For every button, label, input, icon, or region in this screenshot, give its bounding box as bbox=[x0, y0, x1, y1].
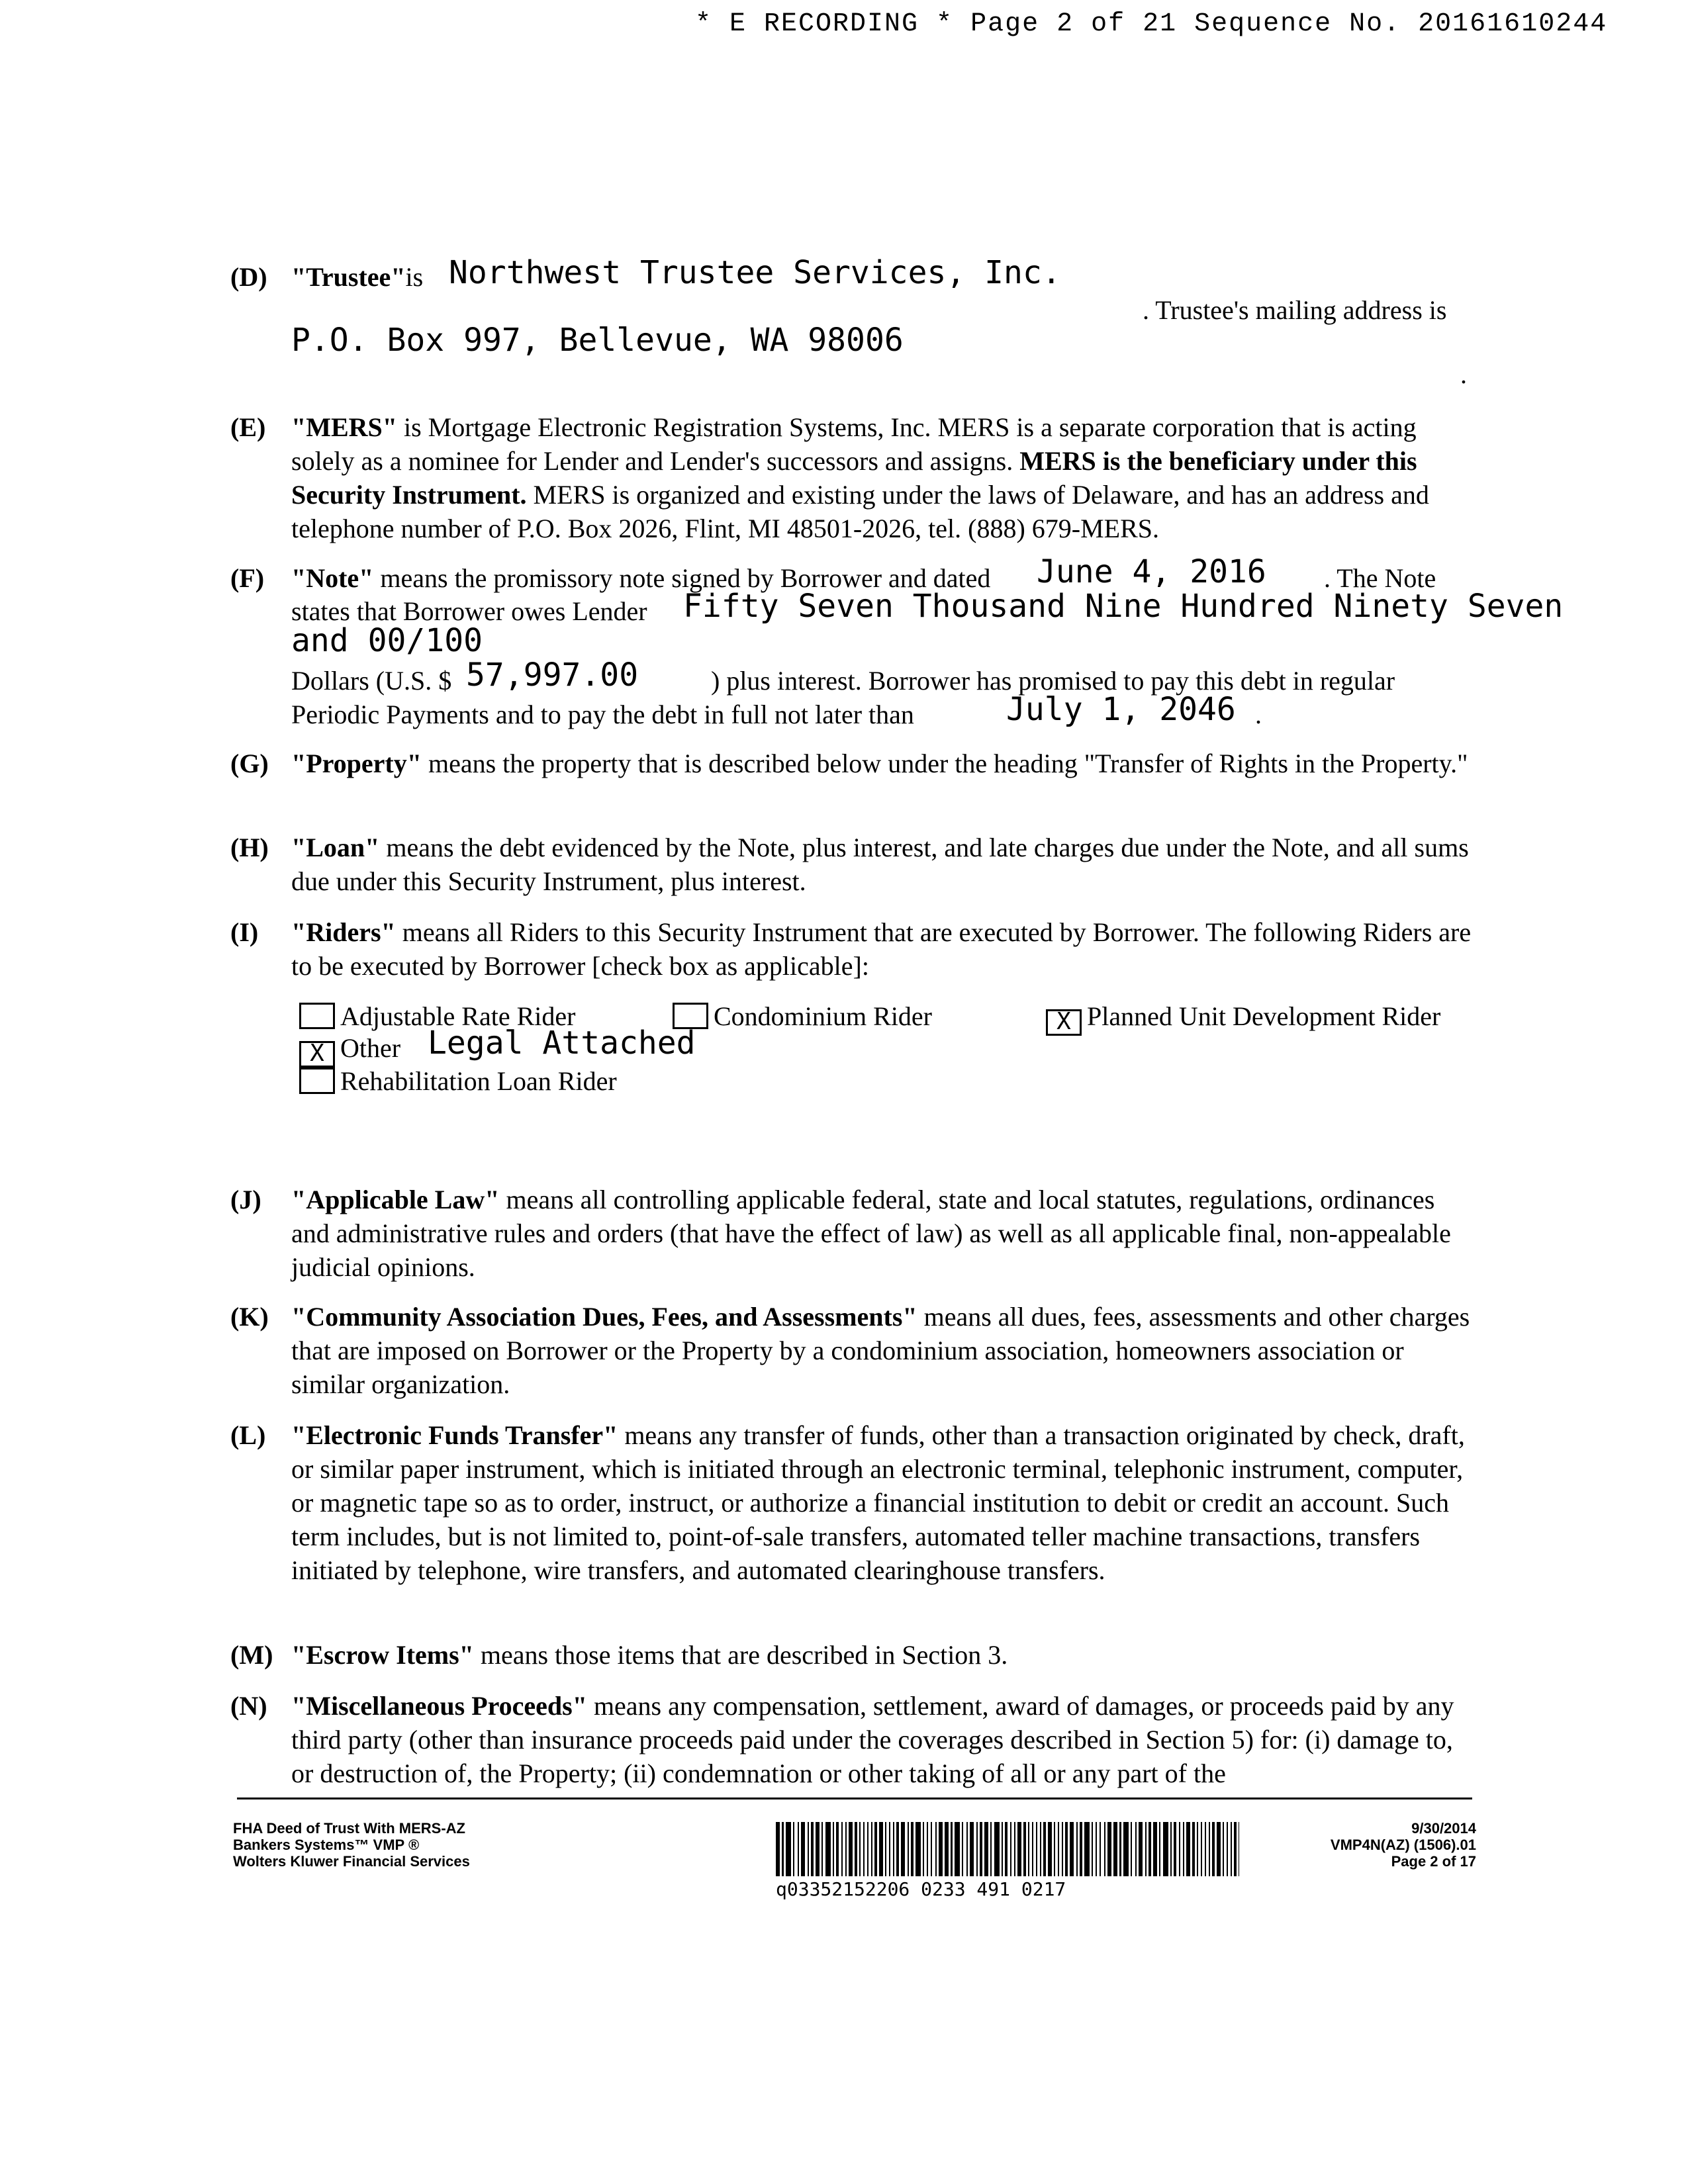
item-letter-j: (J) bbox=[230, 1185, 261, 1214]
rider-condominium-label: Condominium Rider bbox=[714, 1001, 932, 1031]
escrow-items-text: means those items that are described in Section 3. bbox=[473, 1640, 1008, 1670]
item-letter-l: (L) bbox=[230, 1420, 266, 1450]
item-letter-d: (D) bbox=[230, 262, 267, 292]
definition-loan bbox=[230, 831, 1475, 898]
community-association-term: "Community Association Dues, Fees, and Assessments" bbox=[291, 1302, 917, 1332]
footer-form-name: FHA Deed of Trust With MERS-AZ bbox=[233, 1820, 465, 1837]
definition-community-association bbox=[230, 1300, 1475, 1401]
eft-text: means any transfer of funds, other than a transaction originated by check, draft, or similar paper instrument, which is initiated through an electronic terminal, telephonic instrument, computer, or magnetic tape so as to order, instruct, or authorize a financial institution to debit or credit an account. Such term includes, but is not limited to, point-of-sale transfers, automated teller machine transactions, transfers initiated by telephone, wire transfers, and automated clearinghouse transfers. bbox=[291, 1420, 1465, 1585]
rider-adjustable-rate-label: Adjustable Rate Rider bbox=[340, 1001, 576, 1031]
barcode-icon bbox=[776, 1822, 1239, 1876]
definition-miscellaneous-proceeds bbox=[230, 1689, 1475, 1790]
footer-form-date: 9/30/2014 bbox=[1411, 1820, 1476, 1837]
item-letter-f: (F) bbox=[230, 563, 265, 593]
rider-other[interactable] bbox=[299, 1031, 400, 1068]
checkbox-rehabilitation-loan[interactable] bbox=[299, 1068, 335, 1094]
footer-right bbox=[1258, 1820, 1476, 1870]
misc-proceeds-term: "Miscellaneous Proceeds" bbox=[291, 1691, 587, 1721]
trustee-is: is bbox=[405, 262, 424, 292]
rider-planned-unit-development[interactable] bbox=[1046, 999, 1440, 1036]
note-text-6: Periodic Payments and to pay the debt in full not later than bbox=[291, 700, 914, 729]
item-letter-k: (K) bbox=[230, 1302, 269, 1332]
item-letter-g: (G) bbox=[230, 749, 269, 778]
note-text-5: ) plus interest. Borrower has promised to pay this debt in regular bbox=[711, 666, 1395, 696]
note-amount-numeric: 57,997.00 bbox=[466, 657, 639, 694]
trustee-mailing-label: . Trustee's mailing address is bbox=[1143, 295, 1447, 325]
note-text-2: . The Note bbox=[1324, 563, 1436, 593]
rider-rehabilitation-label: Rehabilitation Loan Rider bbox=[340, 1066, 617, 1096]
riders-term: "Riders" bbox=[291, 917, 396, 947]
checkbox-adjustable-rate[interactable] bbox=[299, 1003, 335, 1029]
note-end-period: . bbox=[1255, 700, 1262, 729]
note-maturity-date: July 1, 2046 bbox=[1006, 691, 1236, 728]
recording-header: * E RECORDING * Page 2 of 21 Sequence No. 20161610244 bbox=[695, 9, 1608, 39]
trustee-name: Northwest Trustee Services, Inc. bbox=[449, 254, 1061, 291]
mers-term: "MERS" bbox=[291, 412, 397, 442]
misc-proceeds-text: means any compensation, settlement, award of damages, or proceeds paid by any third party (other than insurance proceeds paid under the coverages described in Section 5) for: (i) damage to, or destruction of, the Property; (ii) condemnation or other taking of all or any part of the bbox=[291, 1691, 1454, 1788]
applicable-law-term: "Applicable Law" bbox=[291, 1185, 500, 1214]
note-amount-words-2: and 00/100 bbox=[291, 622, 483, 659]
property-term: "Property" bbox=[291, 749, 422, 778]
definition-escrow-items bbox=[230, 1638, 1475, 1672]
note-text-3: states that Borrower owes Lender bbox=[291, 596, 647, 626]
mers-bold-text: MERS is the beneficiary under this Security Instrument. bbox=[291, 446, 1417, 510]
definition-applicable-law bbox=[230, 1183, 1475, 1284]
note-amount-words-1: Fifty Seven Thousand Nine Hundred Ninety Seven bbox=[683, 588, 1564, 625]
escrow-items-term: "Escrow Items" bbox=[291, 1640, 474, 1670]
mers-text-2: MERS is organized and existing under the laws of Delaware, and has an address and telephone number of P.O. Box 2026, Flint, MI 48501-2026, tel. (888) 679-MERS. bbox=[291, 480, 1429, 543]
item-letter-h: (H) bbox=[230, 833, 269, 862]
community-association-text: means all dues, fees, assessments and other charges that are imposed on Borrower or the Property by a condominium association, homeowners association or similar organization. bbox=[291, 1302, 1470, 1399]
footer-page-number: Page 2 of 17 bbox=[1391, 1853, 1476, 1870]
note-date: June 4, 2016 bbox=[1037, 553, 1266, 590]
item-letter-e: (E) bbox=[230, 412, 266, 442]
loan-term: "Loan" bbox=[291, 833, 380, 862]
trustee-term: "Trustee" bbox=[291, 262, 406, 292]
definition-mers bbox=[230, 410, 1475, 545]
definition-property bbox=[230, 747, 1475, 780]
footer-form-code: VMP4N(AZ) (1506).01 bbox=[1330, 1837, 1476, 1853]
note-term: "Note" bbox=[291, 563, 374, 593]
item-letter-m: (M) bbox=[230, 1640, 273, 1670]
rider-pud-label: Planned Unit Development Rider bbox=[1087, 1001, 1441, 1031]
item-letter-n: (N) bbox=[230, 1691, 267, 1721]
footer-publisher: Wolters Kluwer Financial Services bbox=[233, 1853, 470, 1870]
rider-rehabilitation-loan[interactable] bbox=[299, 1064, 617, 1098]
rider-condominium[interactable] bbox=[673, 999, 932, 1033]
footer-rule bbox=[237, 1797, 1472, 1799]
footer-vendor: Bankers Systems™ VMP ® bbox=[233, 1837, 420, 1853]
checkbox-planned-unit-development[interactable]: X bbox=[1046, 1009, 1082, 1036]
riders-text: means all Riders to this Security Instrument that are executed by Borrower. The following Riders are to be executed by Borrower [check box as applicable]: bbox=[291, 917, 1472, 981]
property-text: means the property that is described below under the heading "Transfer of Rights in the Property." bbox=[421, 749, 1468, 778]
trustee-end-period: . bbox=[1460, 359, 1467, 389]
definition-riders bbox=[230, 915, 1475, 983]
mers-text-1: is Mortgage Electronic Registration Systems, Inc. MERS is a separate corporation that is acting solely as a nominee for Lender and Lender's successors and assigns. bbox=[291, 412, 1417, 476]
applicable-law-text: means all controlling applicable federal, state and local statutes, regulations, ordinances and administrative rules and orders (that have the effect of law) as well as all applicable final, non-appealable judicial opinions. bbox=[291, 1185, 1451, 1282]
definition-electronic-funds-transfer bbox=[230, 1418, 1475, 1587]
rider-other-detail: Legal Attached bbox=[428, 1024, 696, 1062]
barcode-text: q03352152206 0233 491 0217 bbox=[776, 1878, 1066, 1900]
loan-text: means the debt evidenced by the Note, plus interest, and late charges due under the Note, and all sums due under this Security Instrument, plus interest. bbox=[291, 833, 1469, 896]
trustee-line bbox=[291, 260, 423, 294]
note-text-4: Dollars (U.S. $ bbox=[291, 666, 452, 696]
note-text-1: means the promissory note signed by Borrower and dated bbox=[373, 563, 991, 593]
eft-term: "Electronic Funds Transfer" bbox=[291, 1420, 618, 1450]
checkbox-other[interactable]: X bbox=[299, 1041, 335, 1068]
item-letter-i: (I) bbox=[230, 917, 259, 947]
rider-other-label: Other bbox=[340, 1033, 401, 1063]
trustee-address: P.O. Box 997, Bellevue, WA 98006 bbox=[291, 322, 904, 359]
footer-left bbox=[233, 1820, 470, 1870]
